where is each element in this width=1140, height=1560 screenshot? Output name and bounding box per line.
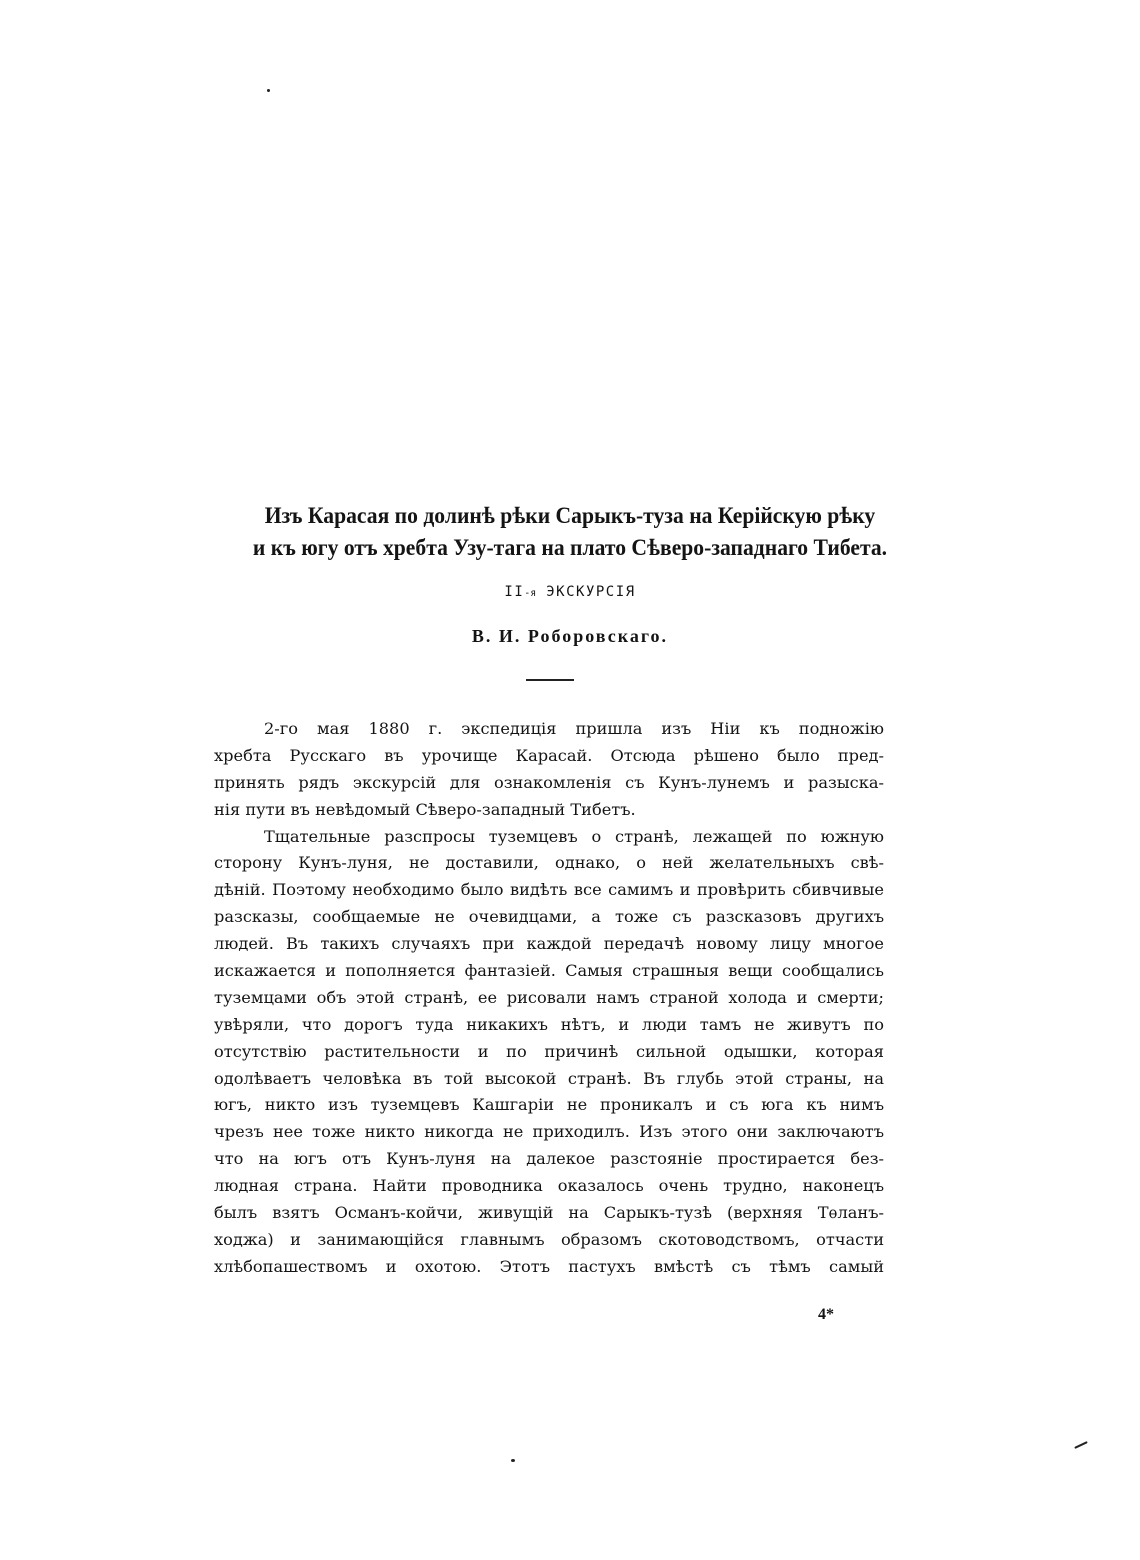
text-line: дѣній. Поэтому необходимо было видѣть все самимъ и провѣрить сбивчивые	[214, 880, 884, 900]
scan-speck	[511, 1459, 515, 1462]
text-line: ходжа) и занимающійся главнымъ образомъ скотоводствомъ, отчасти	[214, 1229, 884, 1249]
text-line: отсутствію растительности и по причинѣ сильной одышки, которая	[214, 1041, 884, 1061]
page-number: 4*	[818, 1306, 834, 1323]
article-title-line-2: и къ югу отъ хребта Узу-тага на плато Сѣверо-западнаго Тибета.	[252, 535, 888, 561]
text-line: одолѣваетъ человѣка въ той высокой странѣ. Въ глубь этой страны, на	[214, 1068, 884, 1088]
text-line: принять рядъ экскурсій для ознакомленія съ Кунъ-лунемъ и разыска-	[214, 772, 884, 792]
text-line: хлѣбопашествомъ и охотою. Этотъ пастухъ вмѣстѣ съ тѣмъ самый	[214, 1256, 884, 1276]
text-line: что на югъ отъ Кунъ-луня на далекое разстояніе простирается без-	[214, 1149, 884, 1169]
excursion-numeral: II	[504, 584, 525, 600]
text-line: хребта Русскаго въ урочище Карасай. Отсюда рѣшено было пред-	[214, 745, 884, 765]
excursion-suffix: -я	[524, 588, 537, 599]
article-body	[214, 716, 884, 1281]
excursion-heading	[0, 584, 1140, 600]
author-byline: В. И. Роборовскаго.	[471, 626, 669, 646]
scan-speck	[1074, 1441, 1088, 1449]
text-line: былъ взятъ Османъ-койчи, живущій на Сарыкъ-тузѣ (верхняя Тѳланъ-	[214, 1203, 884, 1223]
paragraph-1	[214, 716, 884, 824]
article-title-line-1: Изъ Карасая по долинѣ рѣки Сарыкъ-туза на Керійскую рѣку	[264, 503, 876, 529]
text-line: сторону Кунъ-луня, не доставили, однако, о ней желательныхъ свѣ-	[214, 853, 884, 873]
scan-speck	[267, 89, 270, 92]
excursion-label: ЭКСКУРСІЯ	[546, 584, 636, 600]
text-line: разсказы, сообщаемые не очевидцами, а тоже съ разсказовъ другихъ	[214, 907, 884, 927]
text-line: чрезъ нее тоже никто никогда не приходилъ. Изъ этого они заключаютъ	[214, 1122, 884, 1142]
section-divider	[526, 679, 574, 681]
text-line: туземцами объ этой странѣ, ее рисовали намъ страной холода и смерти;	[214, 987, 884, 1007]
article-title	[200, 500, 940, 564]
text-line: югъ, никто изъ туземцевъ Кашгаріи не проникалъ и съ юга къ нимъ	[214, 1095, 884, 1115]
paragraph-2	[214, 824, 884, 1281]
text-line: искажается и пополняется фантазіей. Самыя страшныя вещи сообщались	[214, 961, 884, 981]
text-line: людная страна. Найти проводника оказалось очень трудно, наконецъ	[214, 1176, 884, 1196]
text-line: Тщательные разспросы туземцевъ о странѣ, лежащей по южную	[264, 826, 884, 846]
text-line: нія пути въ невѣдомый Сѣверо-западный Тибетъ.	[214, 799, 636, 819]
text-line: 2-го мая 1880 г. экспедиція пришла изъ Ніи къ подножію	[264, 719, 884, 738]
text-line: увѣряли, что дорогъ туда никакихъ нѣтъ, и люди тамъ не живутъ по	[214, 1014, 884, 1034]
text-line: людей. Въ такихъ случаяхъ при каждой передачѣ новому лицу многое	[214, 934, 884, 954]
